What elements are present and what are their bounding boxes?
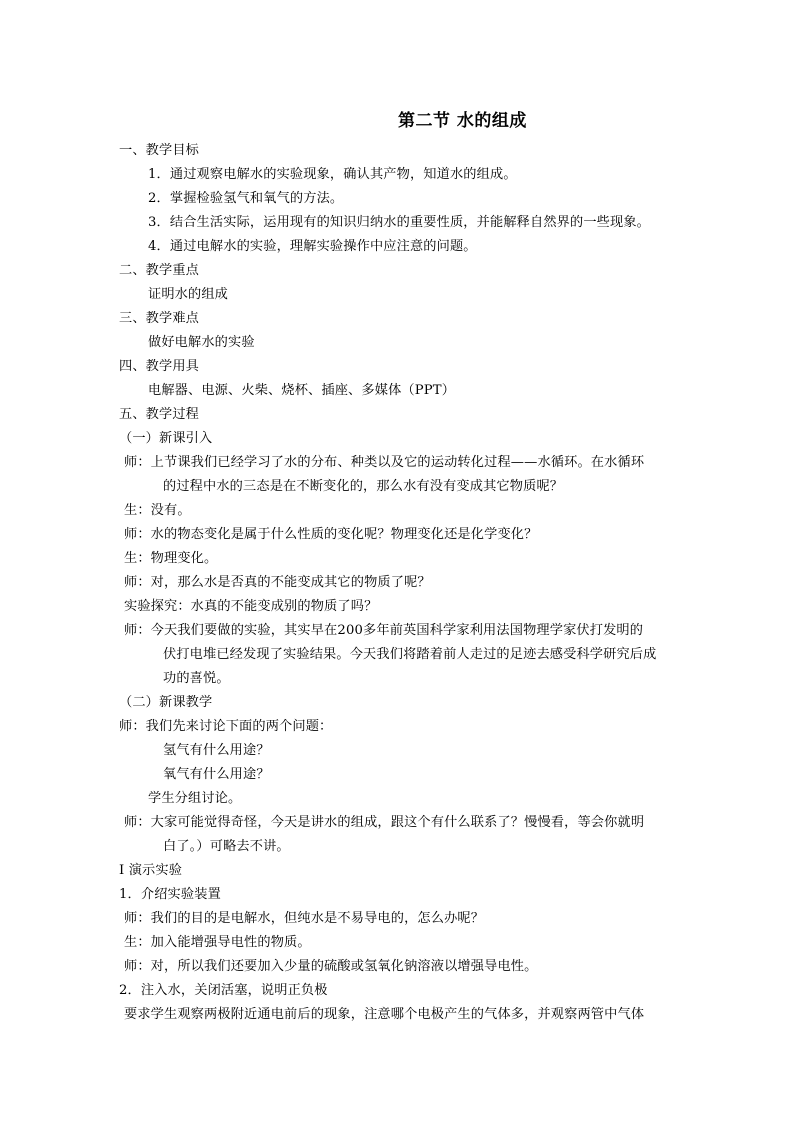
section-heading: 三、教学难点 [119,311,200,326]
dialogue-line: 师：水的物态变化是属于什么性质的变化呢？物理变化还是化学变化？ [124,527,538,542]
section-heading: 五、教学过程 [119,407,200,422]
subsection-heading: （二）新课教学 [119,695,213,710]
section-heading: 一、教学目标 [119,143,200,158]
dialogue-line: 生：物理变化。 [124,551,218,566]
subsection-heading: （一）新课引入 [119,431,213,446]
objective-item: 3．结合生活实际，运用现有的知识归纳水的重要性质，并能解释自然界的一些现象。 [148,215,651,230]
body-text: 学生分组讨论。 [148,791,242,806]
dialogue-line: 伏打电堆已经发现了实验结果。今天我们将踏着前人走过的足迹去感受科学研究后成 [163,647,657,662]
section-heading: 二、教学重点 [119,263,200,278]
body-text: 做好电解水的实验 [148,335,255,350]
page-title: 第二节 水的组成 [398,111,527,131]
body-text: 证明水的组成 [148,287,229,302]
body-text: 氧气有什么用途？ [163,767,270,782]
dialogue-line: 师：上节课我们已经学习了水的分布、种类以及它的运动转化过程——水循环。在水循环 [124,455,645,470]
objective-item: 1．通过观察电解水的实验现象，确认其产物，知道水的组成。 [148,167,517,182]
objective-item: 4．通过电解水的实验，理解实验操作中应注意的问题。 [148,239,477,254]
dialogue-line: 师：我们的目的是电解水，但纯水是不易导电的，怎么办呢？ [124,911,485,926]
body-text: 氢气有什么用途？ [163,743,270,758]
dialogue-line: 师：今天我们要做的实验，其实早在200多年前英国科学家利用法国物理学家伏打发明的 [124,623,644,638]
body-text: 要求学生观察两极附近通电前后的现象，注意哪个电极产生的气体多，并观察两管中气体 [124,1007,645,1022]
dialogue-line: 白了。）可略去不讲。 [163,839,290,854]
dialogue-line: 师：我们先来讨论下面的两个问题： [119,719,333,734]
dialogue-line: 功的喜悦。 [163,671,230,686]
dialogue-line: 师：大家可能觉得奇怪，今天是讲水的组成，跟这个有什么联系了？慢慢看，等会你就明 [124,815,645,830]
section-heading: 四、教学用具 [119,359,200,374]
objective-item: 2．掌握检验氢气和氧气的方法。 [148,191,344,206]
step-heading: 1．介绍实验装置 [119,887,221,902]
step-heading: 2．注入水，关闭活塞，说明正负极 [119,983,328,998]
dialogue-line: 师：对，那么水是否真的不能变成其它的物质了呢？ [124,575,431,590]
body-text: 实验探究：水真的不能变成别的物质了吗？ [124,599,378,614]
subsection-heading: Ⅰ 演示实验 [119,863,183,878]
body-text: 电解器、电源、火柴、烧杯、插座、多媒体（PPT） [148,383,456,398]
dialogue-line: 生：加入能增强导电性的物质。 [124,935,311,950]
dialogue-line: 生：没有。 [124,503,191,518]
dialogue-line: 的过程中水的三态是在不断变化的，那么水有没有变成其它物质呢？ [163,479,564,494]
dialogue-line: 师：对，所以我们还要加入少量的硫酸或氢氧化钠溶液以增强导电性。 [124,959,538,974]
